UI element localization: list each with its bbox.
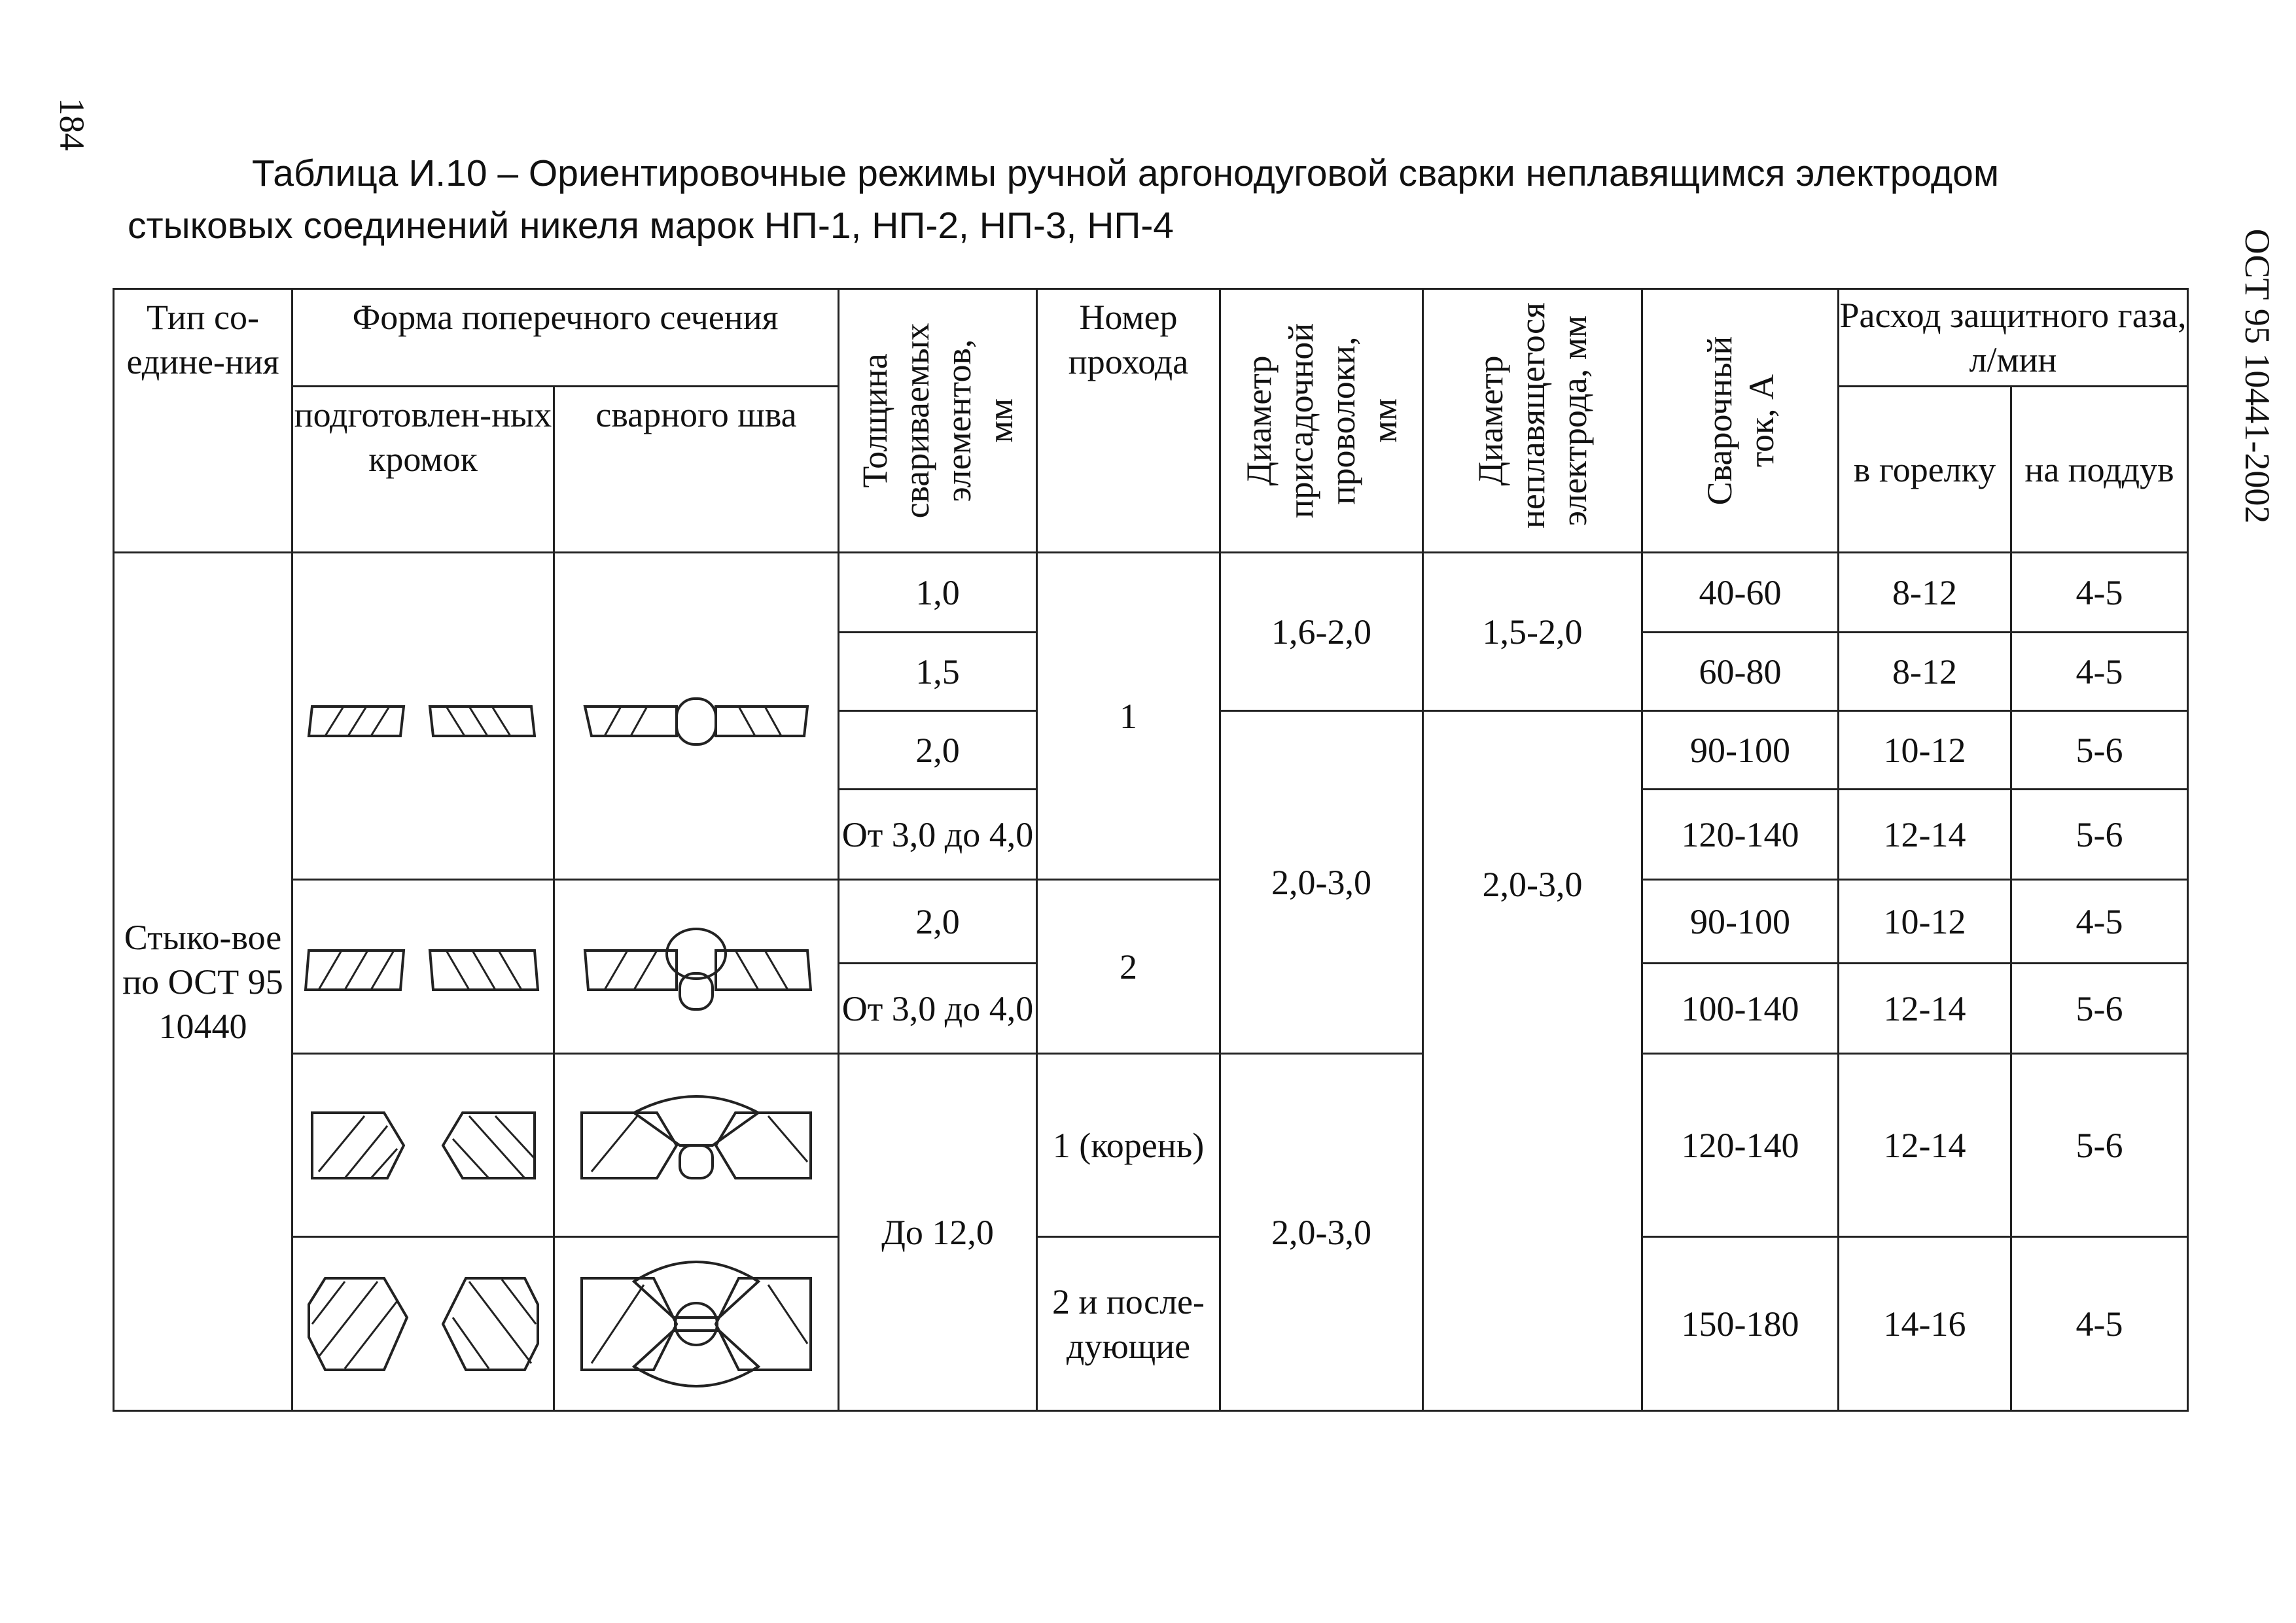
- header-weld-seam: сварного шва: [554, 387, 839, 553]
- current-cell: 90-100: [1642, 711, 1839, 790]
- pass-cell: 1 (корень): [1037, 1054, 1220, 1237]
- thickness-cell: 1,0: [839, 553, 1037, 633]
- thickness-cell: До 12,0: [839, 1054, 1037, 1411]
- x-groove-edges-icon: [299, 1087, 548, 1204]
- current-cell: 120-140: [1642, 1054, 1839, 1237]
- header-gas-torch: в горелку: [1839, 387, 2011, 553]
- header-joint-type: Тип со-едине-ния: [114, 289, 292, 553]
- gas-torch-cell: 10-12: [1839, 711, 2011, 790]
- pass-cell: 2 и после-дующие: [1037, 1237, 1220, 1411]
- gas-backing-cell: 4-5: [2011, 1237, 2188, 1411]
- gas-backing-cell: 5-6: [2011, 1054, 2188, 1237]
- edges-sketch-3: [292, 1054, 554, 1237]
- joint-type-value: Стыко-вое по ОСТ 95 10440: [114, 553, 292, 1411]
- page-number: 184: [52, 97, 92, 151]
- square-butt-weld-thick-icon: [572, 918, 821, 1016]
- gas-torch-cell: 12-14: [1839, 790, 2011, 880]
- gas-torch-cell: 10-12: [1839, 880, 2011, 964]
- current-cell: 90-100: [1642, 880, 1839, 964]
- current-cell: 60-80: [1642, 633, 1839, 711]
- gas-backing-cell: 5-6: [2011, 964, 2188, 1054]
- thickness-cell: 1,5: [839, 633, 1037, 711]
- header-gas-flow: Расход защитного газа, л/мин: [1839, 289, 2188, 387]
- thickness-cell: От 3,0 до 4,0: [839, 964, 1037, 1054]
- header-current: Сварочный ток, А: [1642, 289, 1839, 553]
- current-cell: 120-140: [1642, 790, 1839, 880]
- current-cell: 100-140: [1642, 964, 1839, 1054]
- gas-torch-cell: 12-14: [1839, 1054, 2011, 1237]
- square-butt-weld-thin-icon: [572, 680, 821, 752]
- seam-sketch-1: [554, 553, 839, 880]
- gas-torch-cell: 8-12: [1839, 553, 2011, 633]
- edges-sketch-2: [292, 880, 554, 1054]
- pass-cell: 2: [1037, 880, 1220, 1054]
- thickness-cell: 2,0: [839, 880, 1037, 964]
- x-groove-edges-thick-icon: [299, 1259, 548, 1389]
- seam-sketch-3: [554, 1054, 839, 1237]
- filler-cell: 2,0-3,0: [1220, 1054, 1423, 1411]
- seam-sketch-2: [554, 880, 839, 1054]
- current-cell: 150-180: [1642, 1237, 1839, 1411]
- gas-backing-cell: 5-6: [2011, 790, 2188, 880]
- gas-backing-cell: 4-5: [2011, 553, 2188, 633]
- electrode-cell: 1,5-2,0: [1423, 553, 1642, 711]
- gas-backing-cell: 4-5: [2011, 880, 2188, 964]
- electrode-cell: 2,0-3,0: [1423, 711, 1642, 1411]
- header-prepared-edges: подготовлен-ных кромок: [292, 387, 554, 553]
- header-gas-backing: на поддув: [2011, 387, 2188, 553]
- gas-torch-cell: 8-12: [1839, 633, 2011, 711]
- seam-sketch-4: [554, 1237, 839, 1411]
- table-caption: Таблица И.10 – Ориентировочные режимы ручной аргонодуговой сварки неплавящимся электродом стыковых соединений никеля марок НП-1, НП-2, НП-3, НП-4: [128, 152, 2000, 247]
- header-pass-number: Номер прохода: [1037, 289, 1220, 553]
- square-edges-thick-icon: [302, 934, 544, 1000]
- edges-sketch-1: [292, 553, 554, 880]
- edges-sketch-4: [292, 1237, 554, 1411]
- thickness-cell: 2,0: [839, 711, 1037, 790]
- welding-modes-table: [113, 288, 2189, 1412]
- header-cross-section: Форма поперечного сечения: [292, 289, 839, 387]
- header-thickness: Толщина свариваемых элементов, мм: [839, 289, 1037, 553]
- header-electrode-diameter: Диаметр неплавящегося электрода, мм: [1423, 289, 1642, 553]
- filler-cell: 1,6-2,0: [1220, 553, 1423, 711]
- thickness-cell: От 3,0 до 4,0: [839, 790, 1037, 880]
- gas-torch-cell: 14-16: [1839, 1237, 2011, 1411]
- header-filler-diameter: Диаметр присадочной проволоки, мм: [1220, 289, 1423, 553]
- x-groove-weld-full-icon: [572, 1252, 821, 1396]
- gas-backing-cell: 4-5: [2011, 633, 2188, 711]
- document-code: ОСТ 95 10441-2002: [2238, 228, 2277, 524]
- current-cell: 40-60: [1642, 553, 1839, 633]
- square-edges-thin-icon: [306, 687, 541, 746]
- gas-torch-cell: 12-14: [1839, 964, 2011, 1054]
- filler-cell: 2,0-3,0: [1220, 711, 1423, 1054]
- pass-cell: 1: [1037, 553, 1220, 880]
- gas-backing-cell: 5-6: [2011, 711, 2188, 790]
- x-groove-weld-root-icon: [572, 1080, 821, 1211]
